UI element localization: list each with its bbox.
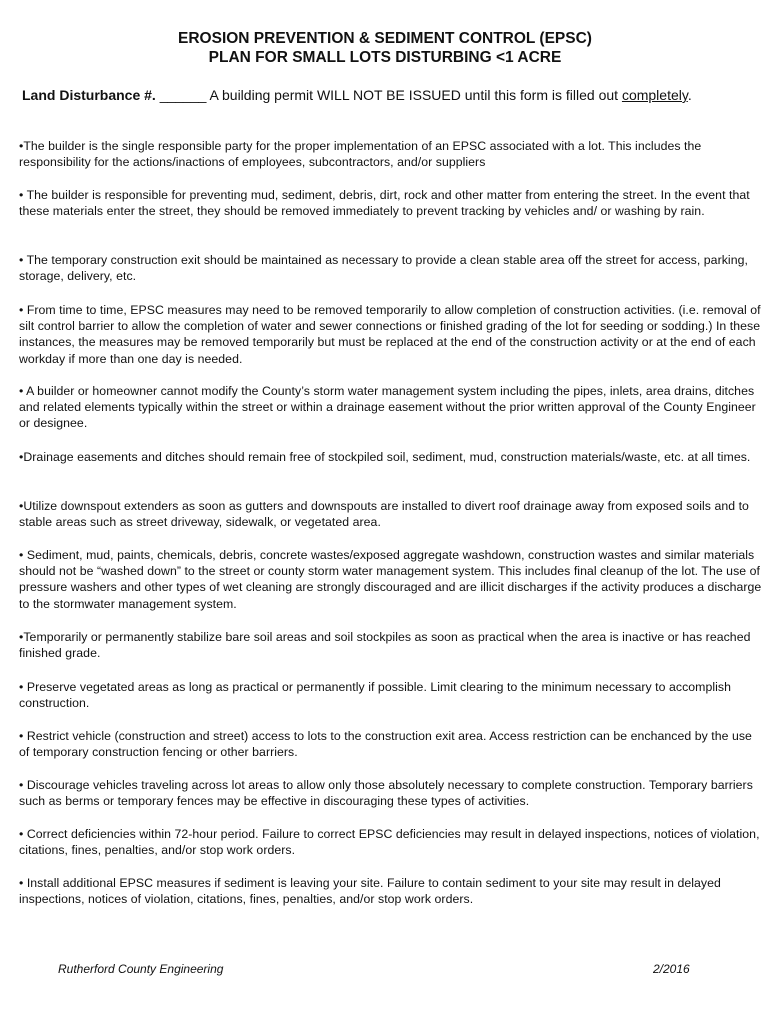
document-title-line-1: EROSION PREVENTION & SEDIMENT CONTROL (EPSC) [178,30,592,47]
footer-organization: Rutherford County Engineering [58,962,224,976]
bullet-prevent-mud: • The builder is responsible for preventing mud, sediment, debris, dirt, rock and other matter from entering the street. In the event that these materials enter the street, they should be removed immediately to prevent tracking by vehicles and/ or washing by rain. [19,188,750,219]
bullet-construction-exit: • The temporary construction exit should be maintained as necessary to provide a clean stable area off the street for access, parking, storage, delivery, etc. [19,253,748,284]
permit-notice-text: A building permit WILL NOT BE ISSUED until this form is filled out [209,87,622,103]
bullet-responsible-party: •The builder is the single responsible party for the proper implementation of an EPSC associated with a lot. This includes the responsibility for the actions/inactions of employees, subcontractors, and/or suppliers [19,139,702,170]
bullet-correct-deficiencies: • Correct deficiencies within 72-hour period. Failure to correct EPSC deficiencies may result in delayed inspections, notices of violation, citations, fines, penalties, and/or stop work orders. [19,827,760,858]
permit-notice-emphasis: completely [621,87,688,103]
document-title-line-2: PLAN FOR SMALL LOTS DISTURBING <1 ACRE [208,49,562,66]
bullet-downspout-extenders: •Utilize downspout extenders as soon as gutters and downspouts are installed to divert roof drainage away from exposed soils and to stable areas such as street driveway, sidewalk, or vegetated area. [19,499,749,530]
bullet-preserve-vegetation: • Preserve vegetated areas as long as practical or permanently if possible. Limit clearing to the minimum necessary to accomplish construction. [19,680,732,711]
land-disturbance-label: Land Disturbance #. [22,87,156,103]
land-disturbance-blank: ______ [155,87,210,103]
bullet-washdown: • Sediment, mud, paints, chemicals, debris, concrete wastes/exposed aggregate washdown, construction wastes and similar materials should not be “washed down” to the street or county storm water management system. This includes final cleanup of the lot. The use of pressure washers and other types of wet cleaning are strongly discouraged and are illicit discharges if the activity produces a discharge to the stormwater management system. [19,548,762,611]
bullet-discourage-vehicles: • Discourage vehicles traveling across lot areas to allow only those absolutely necessary to complete construction. Temporary barriers such as berms or temporary fences may be effective in discouraging these types of activities. [19,778,753,809]
bullet-temporary-removal: • From time to time, EPSC measures may need to be removed temporarily to allow completion of construction activities. (i.e. removal of silt control barrier to allow the completion of water and sewer connections or finished grading of the lot for seeding or sodding.) In these instances, the measures may be removed temporarily but must be replaced at the end of the construction activity or at the end of each workday if more than one day is needed. [19,303,761,366]
bullet-stabilize-soil: •Temporarily or permanently stabilize bare soil areas and soil stockpiles as soon as practical when the area is inactive or has reached finished grade. [19,630,751,661]
bullet-drainage-easements: •Drainage easements and ditches should remain free of stockpiled soil, sediment, mud, construction materials/waste, etc. at all times. [19,450,751,464]
bullet-restrict-vehicle: • Restrict vehicle (construction and street) access to lots to the construction exit area. Access restriction can be enchanced by the use of temporary construction fencing or other barriers. [19,729,752,760]
permit-notice-end: . [687,87,692,103]
footer-date: 2/2016 [653,962,690,976]
permit-notice [22,86,762,104]
bullet-storm-water-system: • A builder or homeowner cannot modify the County’s storm water management system including the pipes, inlets, area drains, ditches and related elements typically within the street or within a drainage easement without the prior written approval of the County Engineer or designee. [19,384,756,431]
bullet-additional-measures: • Install additional EPSC measures if sediment is leaving your site. Failure to contain sediment to your site may result in delayed inspections, notices of violation, citations, fines, penalties, and/or stop work orders. [19,876,721,907]
